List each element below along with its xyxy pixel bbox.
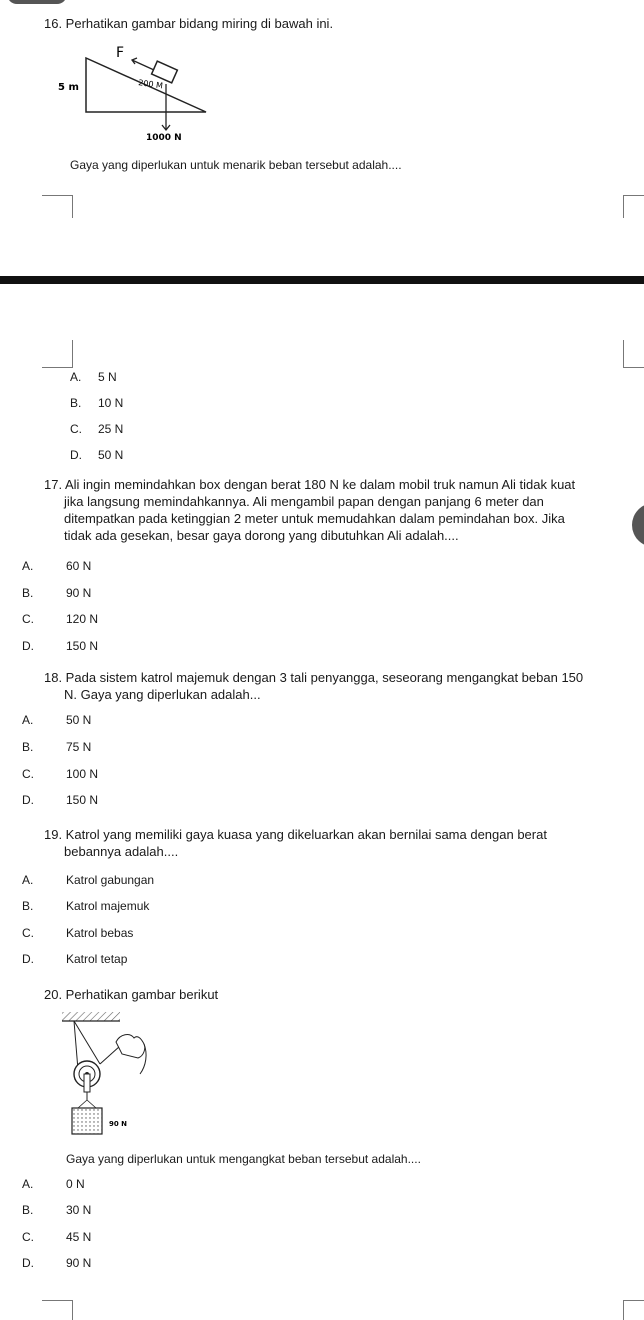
page-divider <box>0 276 644 284</box>
pulley-hook <box>84 1074 90 1092</box>
q17-option-a: 60 N <box>66 559 92 573</box>
corner-bracket <box>42 340 73 368</box>
q16-option-a: 5 N <box>98 370 117 384</box>
q18-option-c: 100 N <box>66 767 99 781</box>
q20-option-b-letter: B. <box>22 1203 34 1217</box>
corner-bracket <box>42 1300 73 1320</box>
q19-option-d-letter: D. <box>22 952 34 966</box>
force-label: F <box>116 45 125 61</box>
weight-label: 1000 N <box>146 133 182 143</box>
q20-caption: Gaya yang diperlukan untuk mengangkat beban tersebut adalah.... <box>66 1152 421 1166</box>
q20-option-c: 45 N <box>66 1230 92 1244</box>
q19-option-a: Katrol gabungan <box>66 873 155 887</box>
rope-left <box>74 1021 78 1070</box>
q19-line: bebannya adalah.... <box>64 844 179 859</box>
q16-option-c-letter: C. <box>70 422 82 436</box>
q19-option-d: Katrol tetap <box>66 952 128 966</box>
q16-option-c: 25 N <box>98 422 124 436</box>
q18-question <box>44 669 634 703</box>
q17-line: ditempatkan pada ketinggian 2 meter untuk memudahkan dalam pemindahan box. Jika <box>64 511 565 526</box>
pulley-weight-label: 90 N <box>109 1120 128 1128</box>
corner-bracket <box>623 340 644 368</box>
load-box <box>72 1108 102 1134</box>
q20-option-b: 30 N <box>66 1203 92 1217</box>
corner-bracket <box>623 195 644 218</box>
q19-option-b-letter: B. <box>22 899 34 913</box>
q17-question <box>44 476 634 544</box>
q20-option-a-letter: A. <box>22 1177 34 1191</box>
corner-bracket <box>623 1300 644 1320</box>
q17-line: tidak ada gesekan, besar gaya dorong yang dibutuhkan Ali adalah.... <box>64 528 459 543</box>
q18-option-c-letter: C. <box>22 767 34 781</box>
q17-option-c: 120 N <box>66 612 99 626</box>
q18-option-b-letter: B. <box>22 740 34 754</box>
q20-option-d-letter: D. <box>22 1256 34 1270</box>
q18-option-d-letter: D. <box>22 793 34 807</box>
q17-option-d-letter: D. <box>22 639 34 653</box>
q19-question <box>44 826 634 860</box>
q17-option-b: 90 N <box>66 586 92 600</box>
q20-option-d: 90 N <box>66 1256 92 1270</box>
corner-bracket <box>42 195 73 218</box>
rope-right <box>74 1021 100 1064</box>
q19-option-b: Katrol majemuk <box>66 899 150 913</box>
q18-option-b: 75 N <box>66 740 92 754</box>
q19-line: 19. Katrol yang memiliki gaya kuasa yang dikeluarkan akan bernilai sama dengan berat <box>44 827 547 842</box>
q16-question: 16. Perhatikan gambar bidang miring di bawah ini. <box>44 16 334 31</box>
top-tab <box>7 0 67 4</box>
ceiling-hatch <box>62 1012 120 1021</box>
q18-option-d: 150 N <box>66 793 99 807</box>
q20-question: 20. Perhatikan gambar berikut <box>44 987 219 1002</box>
inclined-plane-diagram <box>50 40 220 145</box>
q16-option-d-letter: D. <box>70 448 82 462</box>
q18-line: 18. Pada sistem katrol majemuk dengan 3 tali penyangga, seseorang mengangkat beban 150 <box>44 670 584 685</box>
pulley-diagram <box>60 1008 160 1140</box>
hand-pulling <box>116 1035 145 1058</box>
q17-option-a-letter: A. <box>22 559 34 573</box>
height-label: 5 m <box>58 82 79 93</box>
q17-option-c-letter: C. <box>22 612 34 626</box>
q18-option-a: 50 N <box>66 713 92 727</box>
q16-option-b: 10 N <box>98 396 124 410</box>
q17-line: jika langsung memindahkannya. Ali mengambil papan dengan panjang 6 meter dan <box>64 494 544 509</box>
q19-option-c: Katrol bebas <box>66 926 134 940</box>
q18-option-a-letter: A. <box>22 713 34 727</box>
q18-line: N. Gaya yang diperlukan adalah... <box>64 687 261 702</box>
q19-option-c-letter: C. <box>22 926 34 940</box>
force-arrow <box>132 60 154 70</box>
q16-option-a-letter: A. <box>70 370 82 384</box>
q17-option-b-letter: B. <box>22 586 34 600</box>
q20-option-a: 0 N <box>66 1177 85 1191</box>
q16-option-d: 50 N <box>98 448 124 462</box>
q16-caption: Gaya yang diperlukan untuk menarik beban tersebut adalah.... <box>70 158 402 172</box>
q20-option-c-letter: C. <box>22 1230 34 1244</box>
q17-option-d: 150 N <box>66 639 99 653</box>
q19-option-a-letter: A. <box>22 873 34 887</box>
distance-label: 200 M <box>137 78 164 91</box>
q17-line: 17. Ali ingin memindahkan box dengan berat 180 N ke dalam mobil truk namun Ali tidak kuat <box>44 477 576 492</box>
q16-option-b-letter: B. <box>70 396 82 410</box>
